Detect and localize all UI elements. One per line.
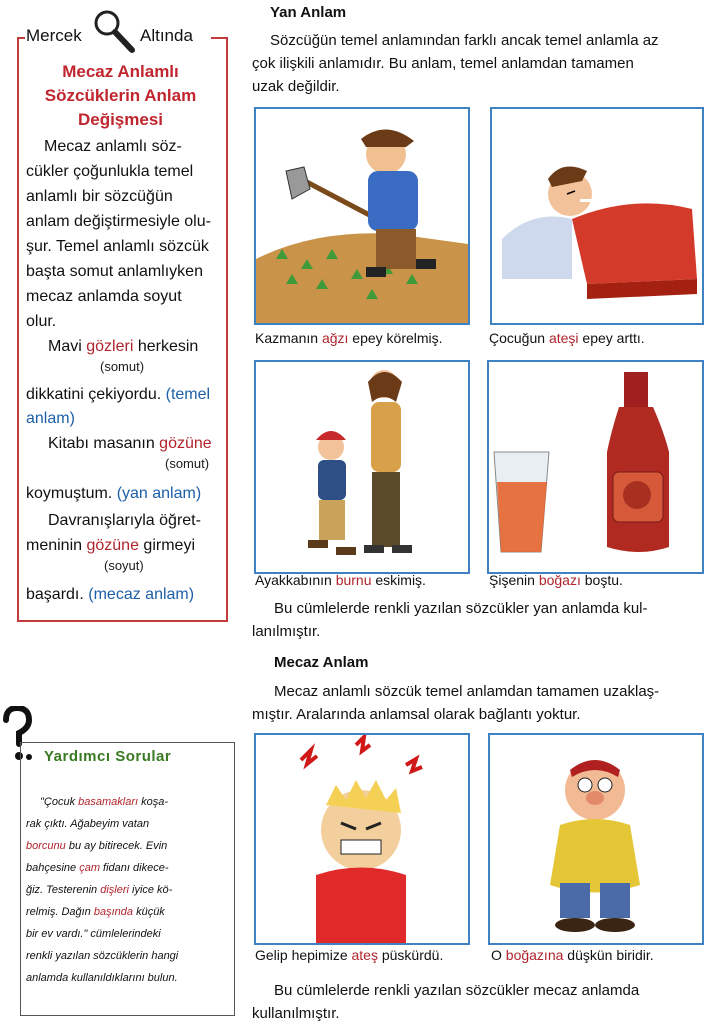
tag-mecaz: (mecaz anlam) — [88, 586, 195, 603]
highlight-word: burnu — [335, 572, 372, 588]
highlight-word: gözüne — [86, 537, 139, 554]
highlight-word: ağzı — [321, 330, 349, 346]
highlight-word: gözüne — [159, 435, 212, 452]
help-line: anlamda kullanıldıklarını bulun. — [26, 972, 178, 984]
help-line: renkli yazılan sözcüklerin hangi — [26, 950, 179, 962]
example-1-line-1: Mavi gözleri herkesin — [48, 338, 199, 355]
caption-sick-child: Çocuğun ateşi epey arttı. — [489, 330, 645, 346]
help-question-text — [26, 791, 226, 989]
para-line: çok ilişkili anlamıdır. Bu anlam, temel anlamdan tamamen — [252, 55, 634, 72]
note-somut: (somut) — [100, 359, 145, 374]
para-line: mıştır. Aralarında anlamsal olarak bağlantı yoktur. — [252, 706, 581, 723]
help-line: "Çocuk basamakları koşa- — [40, 796, 169, 808]
para-line: Sözcüğün temel anlamından farklı ancak temel anlamla az — [270, 32, 659, 49]
help-title: Yardımcı Sorular — [44, 748, 172, 765]
intro-line: anlamlı bir sözcüğün — [26, 188, 173, 205]
illustration-pickaxe — [254, 107, 470, 325]
caption-shoe: Ayakkabının burnu eskimiş. — [255, 572, 426, 588]
highlight-word: ateşi — [548, 330, 579, 346]
illustration-angry-boy — [254, 733, 470, 945]
yan-anlam-definition — [252, 29, 708, 98]
highlight-word: boğazına — [505, 947, 564, 963]
highlight-word: gözleri — [86, 338, 134, 355]
sidebar-title-2: Sözcüklerin Anlam — [44, 86, 197, 105]
example-3-line-2: meninin gözüne girmeyi — [26, 537, 195, 554]
intro-line: şur. Temel anlamlı sözcük — [26, 238, 209, 255]
intro-line: Mecaz anlamlı söz- — [44, 138, 182, 155]
para-line: lanılmıştır. — [252, 623, 321, 640]
help-line: borcunu bu ay bitirecek. Evin — [26, 840, 168, 852]
bullet-icon — [26, 754, 32, 760]
tag-yan: (yan anlam) — [116, 485, 202, 502]
example-1-line-2: dikkatini çekiyordu. (temel — [26, 386, 211, 403]
note-soyut: (soyut) — [104, 558, 144, 573]
help-line: bir ev vardı." cümlelerindeki — [26, 928, 161, 940]
example-2-line-1: Kitabı masanın gözüne — [48, 435, 212, 452]
caption-bottle: Şişenin boğazı boştu. — [489, 572, 623, 588]
example-2-line-2: koymuştum. (yan anlam) — [26, 485, 202, 502]
altinda-label: Altında — [140, 26, 193, 45]
tag-temel: (temel — [165, 386, 211, 403]
para-line: kullanılmıştır. — [252, 1005, 340, 1022]
heading-yan-anlam: Yan Anlam — [270, 4, 347, 21]
example-3-line-1: Davranışlarıyla öğret- — [48, 512, 201, 529]
note-somut: (somut) — [165, 456, 210, 471]
mercek-label: Mercek — [26, 26, 82, 45]
para-line: Bu cümlelerde renkli yazılan sözcükler yan anlamda kul- — [274, 600, 648, 617]
frame-edge — [17, 37, 25, 39]
intro-line: anlam değiştirmesiyle olu- — [26, 213, 211, 230]
caption-pickaxe: Kazmanın ağzı epey körelmiş. — [255, 330, 443, 346]
yan-anlam-conclusion — [252, 597, 708, 643]
intro-line: cükler çoğunlukla temel — [26, 163, 194, 180]
para-line: Mecaz anlamlı sözcük temel anlamdan tamamen uzaklaş- — [274, 683, 660, 700]
mecaz-anlam-definition — [252, 680, 708, 726]
help-line: ğiz. Testerenin dişleri iyice kö- — [26, 884, 173, 896]
intro-line: mecaz anlamda soyut — [26, 288, 182, 305]
mecaz-anlam-conclusion — [252, 979, 708, 1025]
heading-mecaz-anlam: Mecaz Anlam — [274, 654, 369, 671]
example-3-line-3: başardı. (mecaz anlam) — [26, 586, 195, 603]
illustration-shoe — [254, 360, 470, 574]
para-line: uzak değildir. — [252, 78, 340, 95]
para-line: Bu cümlelerde renkli yazılan sözcükler mecaz anlamda — [274, 982, 640, 999]
magnifier-icon — [90, 8, 138, 54]
sidebar-title-3: Değişmesi — [77, 110, 164, 129]
illustration-sick-child — [490, 107, 704, 325]
intro-line: başta somut anlamlıyken — [26, 263, 203, 280]
help-line: bahçesine çam fidanı dikece- — [26, 862, 169, 874]
sidebar-title-1: Mecaz Anlamlı — [62, 62, 179, 81]
frame-edge — [211, 37, 226, 39]
help-line: relmiş. Dağın başında küçük — [26, 906, 165, 918]
sidebar-intro — [26, 134, 216, 334]
tag-anlam: anlam) — [26, 410, 75, 427]
highlight-word: ateş — [351, 947, 378, 963]
highlight-word: boğazı — [538, 572, 581, 588]
intro-line: olur. — [26, 313, 57, 330]
caption-chubby-man: O boğazına düşkün biridir. — [491, 947, 654, 963]
illustration-chubby-man — [488, 733, 704, 945]
help-line: rak çıktı. Ağabeyim vatan — [26, 818, 150, 830]
caption-angry-boy: Gelip hepimize ateş püskürdü. — [255, 947, 444, 963]
illustration-bottle — [487, 360, 704, 574]
